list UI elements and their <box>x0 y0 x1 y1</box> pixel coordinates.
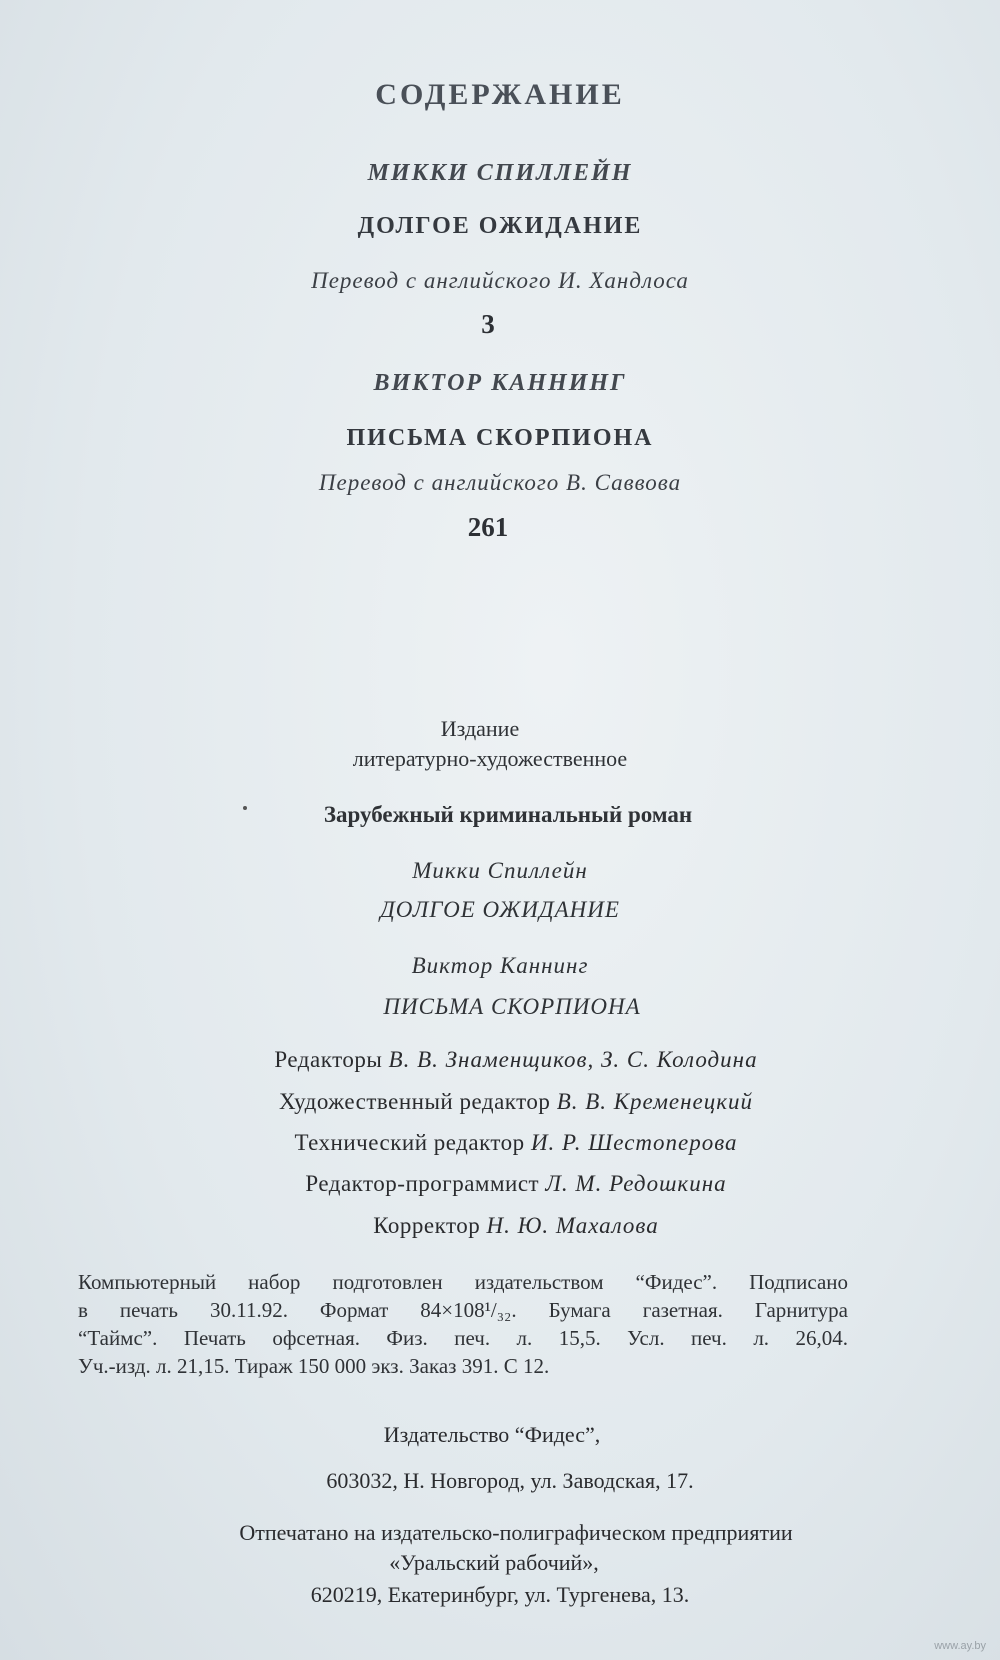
credit-names: В. В. Знаменщиков, З. С. Колодина <box>388 1047 758 1072</box>
toc-work-1: ДОЛГОЕ ОЖИДАНИЕ <box>357 213 643 239</box>
credit-role: Корректор <box>373 1213 481 1238</box>
credit-names: В. В. Кременецкий <box>556 1089 753 1114</box>
credit-role: Редакторы <box>274 1047 383 1072</box>
credit-corrector <box>16 1213 1000 1239</box>
imprint-work-1: ДОЛГОЕ ОЖИДАНИЕ <box>380 897 620 922</box>
technical-line: Компьютерный набор подготовлен издательством “Фидес”. Подписано <box>78 1270 848 1294</box>
printer-line-2: «Уральский рабочий», <box>389 1550 599 1575</box>
credit-names: Л. М. Редошкина <box>545 1171 727 1196</box>
toc-author-1: МИККИ СПИЛЛЕЙН <box>367 160 633 186</box>
imprint-author-1: Микки Спиллейн <box>412 858 588 883</box>
toc-work-2: ПИСЬМА СКОРПИОНА <box>346 425 654 451</box>
toc-author-2: ВИКТОР КАННИНГ <box>373 370 627 396</box>
credit-role: Технический редактор <box>294 1130 525 1155</box>
printer-line-1: Отпечатано на издательско-полиграфическом предприятии <box>239 1520 793 1545</box>
publisher-name: Издательство “Фидес”, <box>383 1422 601 1447</box>
credit-art-editor <box>16 1089 1000 1115</box>
credit-editors <box>16 1047 1000 1073</box>
toc-title: СОДЕРЖАНИЕ <box>375 78 625 111</box>
credit-tech-editor <box>16 1130 1000 1156</box>
technical-line: “Таймс”. Печать офсетная. Физ. печ. л. 15,5. Усл. печ. л. 26,04. <box>78 1326 848 1350</box>
credit-role: Редактор-программист <box>305 1171 540 1196</box>
technical-details <box>78 1268 848 1380</box>
technical-line: в печать 30.11.92. Формат 84×108¹/₃₂. Бумага газетная. Гарнитура <box>78 1298 848 1322</box>
toc-translation-1: Перевод с английского И. Хандлоса <box>311 268 689 293</box>
credit-role: Художественный редактор <box>279 1089 551 1114</box>
toc-translation-2: Перевод с английского В. Саввова <box>318 470 682 495</box>
credit-names: И. Р. Шестоперова <box>530 1130 738 1155</box>
publisher-address: 603032, Н. Новгород, ул. Заводская, 17. <box>326 1468 694 1493</box>
imprint-work-2: ПИСЬМА СКОРПИОНА <box>383 994 641 1019</box>
toc-page-2: 261 <box>467 512 509 542</box>
printer-address: 620219, Екатеринбург, ул. Тургенева, 13. <box>310 1582 690 1607</box>
edition-line-2: литературно-художественное <box>352 746 628 771</box>
technical-line: Уч.-изд. л. 21,15. Тираж 150 000 экз. Заказ 391. С 12. <box>78 1354 550 1378</box>
edition-line-1: Издание <box>440 716 520 741</box>
toc-page-1: 3 <box>481 309 495 339</box>
credit-names: Н. Ю. Махалова <box>486 1213 659 1238</box>
imprint-author-2: Виктор Каннинг <box>411 953 589 978</box>
series-title: Зарубежный криминальный роман <box>323 802 693 827</box>
credit-programmer <box>16 1171 1000 1197</box>
site-watermark: www.ay.by <box>934 1640 986 1652</box>
